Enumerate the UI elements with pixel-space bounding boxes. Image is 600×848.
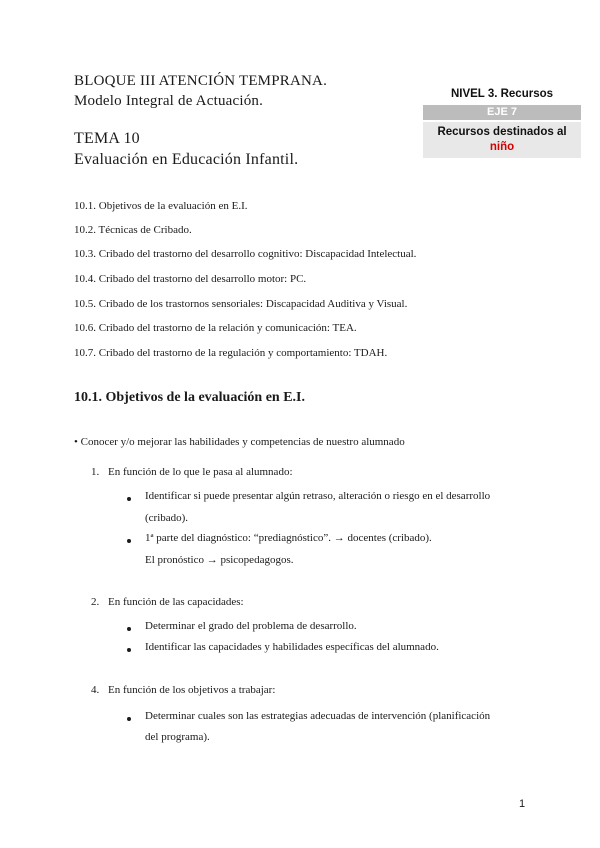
badge-nivel: NIVEL 3. Recursos [450, 88, 554, 100]
bullet-text-cont: del programa). [145, 731, 210, 743]
list-item: En función de las capacidades: [108, 596, 244, 608]
toc-item: 10.6. Cribado del trastorno de la relación y comunicación: TEA. [74, 322, 357, 334]
bullet-text: 1ª parte del diagnóstico: “prediagnóstico”. → docentes (cribado). [145, 532, 432, 544]
level-badge [423, 86, 581, 158]
badge-nino: niño [489, 141, 515, 153]
bullet-icon [127, 648, 131, 652]
list-item: En función de lo que le pasa al alumnado: [108, 466, 293, 478]
bullet-icon [127, 497, 131, 501]
bullet-text: Determinar el grado del problema de desarrollo. [145, 620, 357, 632]
bullet-text: Identificar si puede presentar algún retraso, alteración o riesgo en el desarrollo [145, 490, 491, 502]
toc-item: 10.4. Cribado del trastorno del desarrollo motor: PC. [74, 273, 307, 285]
toc-item: 10.2. Técnicas de Cribado. [74, 224, 192, 236]
bullet-text: Identificar las capacidades y habilidades específicas del alumnado. [145, 641, 439, 653]
block-title: BLOQUE III ATENCIÓN TEMPRANA. [74, 73, 328, 89]
tema-title: Evaluación en Educación Infantil. [74, 151, 299, 168]
block-subtitle: Modelo Integral de Actuación. [74, 93, 264, 109]
toc-item: 10.1. Objetivos de la evaluación en E.I. [74, 200, 248, 212]
badge-recursos-text: Recursos destinados al [437, 126, 567, 138]
toc-item: 10.3. Cribado del trastorno del desarrollo cognitivo: Discapacidad Intelectual. [74, 248, 417, 260]
list-number: 2. [91, 596, 100, 608]
page-number: 1 [519, 798, 526, 810]
section-heading: 10.1. Objetivos de la evaluación en E.I. [74, 390, 306, 405]
badge-eje: EJE 7 [423, 105, 581, 120]
section-intro: • Conocer y/o mejorar las habilidades y competencias de nuestro alumnado [74, 436, 405, 448]
bullet-icon [127, 627, 131, 631]
list-number: 4. [91, 684, 100, 696]
toc-item: 10.5. Cribado de los trastornos sensoriales: Discapacidad Auditiva y Visual. [74, 298, 408, 310]
bullet-icon [127, 717, 131, 721]
bullet-text: Determinar cuales son las estrategias adecuadas de intervención (planificación [145, 710, 491, 722]
tema-number: TEMA 10 [74, 130, 140, 147]
bullet-text-cont: (cribado). [145, 512, 189, 524]
badge-recursos [423, 122, 581, 158]
bullet-icon [127, 539, 131, 543]
bullet-text-cont: El pronóstico → psicopedagogos. [145, 554, 294, 566]
list-number: 1. [91, 466, 100, 478]
list-item: En función de los objetivos a trabajar: [108, 684, 276, 696]
toc-item: 10.7. Cribado del trastorno de la regulación y comportamiento: TDAH. [74, 347, 388, 359]
